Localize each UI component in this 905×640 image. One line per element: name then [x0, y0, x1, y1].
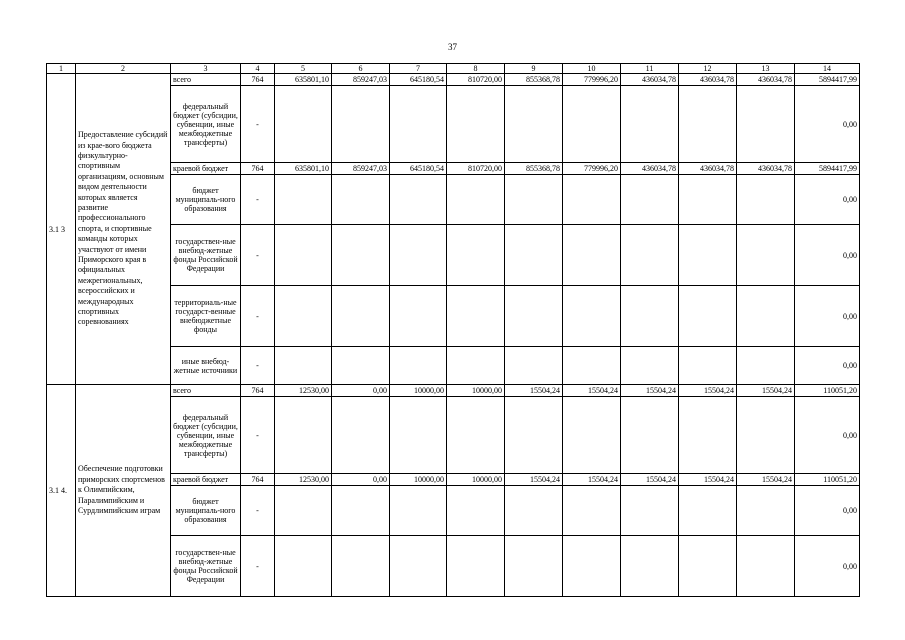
- header-cell: 2: [76, 64, 171, 74]
- value-cell: 15504,24: [563, 385, 621, 397]
- grbs-cell: -: [241, 86, 275, 163]
- value-cell: [737, 347, 795, 385]
- value-cell: 15504,24: [505, 474, 563, 486]
- funding-source-cell: федеральный бюджет (субсидии, субвенции, иные межбюджетные трансферты): [171, 397, 241, 474]
- header-cell: 11: [621, 64, 679, 74]
- header-cell: 3: [171, 64, 241, 74]
- funding-source-cell: краевой бюджет: [171, 163, 241, 175]
- value-cell: [621, 286, 679, 347]
- grbs-cell: -: [241, 175, 275, 225]
- value-cell: [737, 486, 795, 536]
- funding-source-cell: государствен-ные внебюд-жетные фонды Российской Федерации: [171, 536, 241, 597]
- total-cell: 0,00: [795, 225, 860, 286]
- value-cell: [275, 397, 332, 474]
- value-cell: 15504,24: [563, 474, 621, 486]
- value-cell: [447, 225, 505, 286]
- grbs-cell: -: [241, 286, 275, 347]
- value-cell: [621, 175, 679, 225]
- section-name: Обеспечение подготовки приморских спортсменов к Олимпийским, Паралимпийским и Сурдлимпийским играм: [76, 385, 171, 597]
- grbs-cell: -: [241, 347, 275, 385]
- grbs-cell: 764: [241, 474, 275, 486]
- value-cell: [621, 347, 679, 385]
- grbs-cell: -: [241, 225, 275, 286]
- value-cell: [737, 225, 795, 286]
- total-cell: 0,00: [795, 175, 860, 225]
- budget-table: [46, 63, 860, 597]
- value-cell: [563, 86, 621, 163]
- funding-source-cell: всего: [171, 385, 241, 397]
- value-cell: [505, 225, 563, 286]
- funding-source-cell: бюджет муниципаль-ного образования: [171, 486, 241, 536]
- value-cell: [679, 175, 737, 225]
- total-cell: 0,00: [795, 536, 860, 597]
- header-cell: 4: [241, 64, 275, 74]
- value-cell: [390, 397, 447, 474]
- value-cell: 15504,24: [679, 385, 737, 397]
- value-cell: 15504,24: [505, 385, 563, 397]
- value-cell: [275, 86, 332, 163]
- value-cell: [275, 225, 332, 286]
- value-cell: [621, 86, 679, 163]
- value-cell: [447, 347, 505, 385]
- value-cell: 859247,03: [332, 163, 390, 175]
- section-code: 3.1 4.: [47, 385, 76, 597]
- value-cell: [679, 397, 737, 474]
- value-cell: [447, 536, 505, 597]
- value-cell: [737, 286, 795, 347]
- value-cell: [390, 286, 447, 347]
- value-cell: 15504,24: [737, 474, 795, 486]
- value-cell: [563, 486, 621, 536]
- header-cell: 13: [737, 64, 795, 74]
- value-cell: [447, 175, 505, 225]
- value-cell: [679, 286, 737, 347]
- value-cell: [737, 175, 795, 225]
- section-code: 3.1 3: [47, 74, 76, 385]
- value-cell: 436034,78: [679, 74, 737, 86]
- value-cell: [275, 175, 332, 225]
- value-cell: [332, 397, 390, 474]
- value-cell: [332, 86, 390, 163]
- value-cell: [390, 486, 447, 536]
- value-cell: [447, 397, 505, 474]
- value-cell: [390, 175, 447, 225]
- total-cell: 0,00: [795, 286, 860, 347]
- value-cell: 855368,78: [505, 163, 563, 175]
- value-cell: 10000,00: [447, 474, 505, 486]
- value-cell: [679, 536, 737, 597]
- value-cell: 436034,78: [737, 163, 795, 175]
- value-cell: [275, 286, 332, 347]
- value-cell: [332, 286, 390, 347]
- value-cell: [563, 347, 621, 385]
- value-cell: 779996,20: [563, 74, 621, 86]
- value-cell: 15504,24: [737, 385, 795, 397]
- grbs-cell: -: [241, 397, 275, 474]
- value-cell: [447, 86, 505, 163]
- value-cell: [679, 225, 737, 286]
- value-cell: [505, 175, 563, 225]
- funding-source-cell: краевой бюджет: [171, 474, 241, 486]
- value-cell: [332, 347, 390, 385]
- header-cell: 12: [679, 64, 737, 74]
- value-cell: [737, 397, 795, 474]
- value-cell: [390, 347, 447, 385]
- value-cell: 10000,00: [390, 385, 447, 397]
- value-cell: [679, 347, 737, 385]
- value-cell: [332, 175, 390, 225]
- total-cell: 0,00: [795, 397, 860, 474]
- value-cell: [621, 225, 679, 286]
- value-cell: [505, 486, 563, 536]
- funding-source-cell: всего: [171, 74, 241, 86]
- value-cell: [621, 536, 679, 597]
- total-cell: 110051,20: [795, 474, 860, 486]
- value-cell: [390, 536, 447, 597]
- value-cell: 810720,00: [447, 163, 505, 175]
- value-cell: [679, 86, 737, 163]
- value-cell: [679, 486, 737, 536]
- grbs-cell: -: [241, 536, 275, 597]
- header-cell: 5: [275, 64, 332, 74]
- table-row: [47, 385, 860, 397]
- value-cell: 0,00: [332, 385, 390, 397]
- value-cell: 810720,00: [447, 74, 505, 86]
- funding-source-cell: территориаль-ные государст-венные внебюджетные фонды: [171, 286, 241, 347]
- value-cell: [447, 486, 505, 536]
- value-cell: [563, 397, 621, 474]
- value-cell: [563, 175, 621, 225]
- value-cell: 15504,24: [621, 385, 679, 397]
- header-cell: 7: [390, 64, 447, 74]
- value-cell: [563, 536, 621, 597]
- total-cell: 0,00: [795, 486, 860, 536]
- value-cell: [447, 286, 505, 347]
- grbs-cell: 764: [241, 385, 275, 397]
- value-cell: 645180,54: [390, 163, 447, 175]
- value-cell: 15504,24: [679, 474, 737, 486]
- funding-source-cell: государствен-ные внебюд-жетные фонды Российской Федерации: [171, 225, 241, 286]
- value-cell: 0,00: [332, 474, 390, 486]
- value-cell: [390, 86, 447, 163]
- header-cell: 8: [447, 64, 505, 74]
- total-cell: 5894417,99: [795, 74, 860, 86]
- value-cell: [737, 86, 795, 163]
- grbs-cell: 764: [241, 163, 275, 175]
- value-cell: 635801,10: [275, 163, 332, 175]
- value-cell: [505, 536, 563, 597]
- total-cell: 0,00: [795, 347, 860, 385]
- header-cell: 1: [47, 64, 76, 74]
- value-cell: 12530,00: [275, 474, 332, 486]
- value-cell: [563, 225, 621, 286]
- total-cell: 5894417,99: [795, 163, 860, 175]
- header-row: [47, 64, 860, 74]
- value-cell: [621, 486, 679, 536]
- header-cell: 10: [563, 64, 621, 74]
- value-cell: 855368,78: [505, 74, 563, 86]
- value-cell: [332, 486, 390, 536]
- funding-source-cell: бюджет муниципаль-ного образования: [171, 175, 241, 225]
- header-cell: 14: [795, 64, 860, 74]
- value-cell: 436034,78: [621, 74, 679, 86]
- section-name: Предоставление субсидий из крае-вого бюджета физкультурно-спортивным организациям, основным видом деятельности которых является развитие профессионального спорта, и спортивные команды которых участвуют от имени Приморского края в официальных межрегиональных, всероссийских и международных спортивных соревнованиях: [76, 74, 171, 385]
- value-cell: 436034,78: [621, 163, 679, 175]
- value-cell: 10000,00: [447, 385, 505, 397]
- value-cell: [563, 286, 621, 347]
- value-cell: [505, 86, 563, 163]
- funding-source-cell: иные внебюд-жетные источники: [171, 347, 241, 385]
- value-cell: [505, 286, 563, 347]
- value-cell: 645180,54: [390, 74, 447, 86]
- value-cell: 15504,24: [621, 474, 679, 486]
- value-cell: [332, 225, 390, 286]
- value-cell: [275, 536, 332, 597]
- value-cell: [505, 397, 563, 474]
- total-cell: 110051,20: [795, 385, 860, 397]
- header-cell: 9: [505, 64, 563, 74]
- value-cell: [737, 536, 795, 597]
- value-cell: 436034,78: [737, 74, 795, 86]
- value-cell: [275, 347, 332, 385]
- value-cell: 436034,78: [679, 163, 737, 175]
- grbs-cell: 764: [241, 74, 275, 86]
- value-cell: [332, 536, 390, 597]
- value-cell: 10000,00: [390, 474, 447, 486]
- page-number: 37: [448, 42, 457, 52]
- value-cell: 12530,00: [275, 385, 332, 397]
- value-cell: [275, 486, 332, 536]
- value-cell: 859247,03: [332, 74, 390, 86]
- grbs-cell: -: [241, 486, 275, 536]
- header-cell: 6: [332, 64, 390, 74]
- total-cell: 0,00: [795, 86, 860, 163]
- table-row: [47, 74, 860, 86]
- value-cell: 779996,20: [563, 163, 621, 175]
- value-cell: [390, 225, 447, 286]
- value-cell: 635801,10: [275, 74, 332, 86]
- value-cell: [505, 347, 563, 385]
- value-cell: [621, 397, 679, 474]
- funding-source-cell: федеральный бюджет (субсидии, субвенции, иные межбюджетные трансферты): [171, 86, 241, 163]
